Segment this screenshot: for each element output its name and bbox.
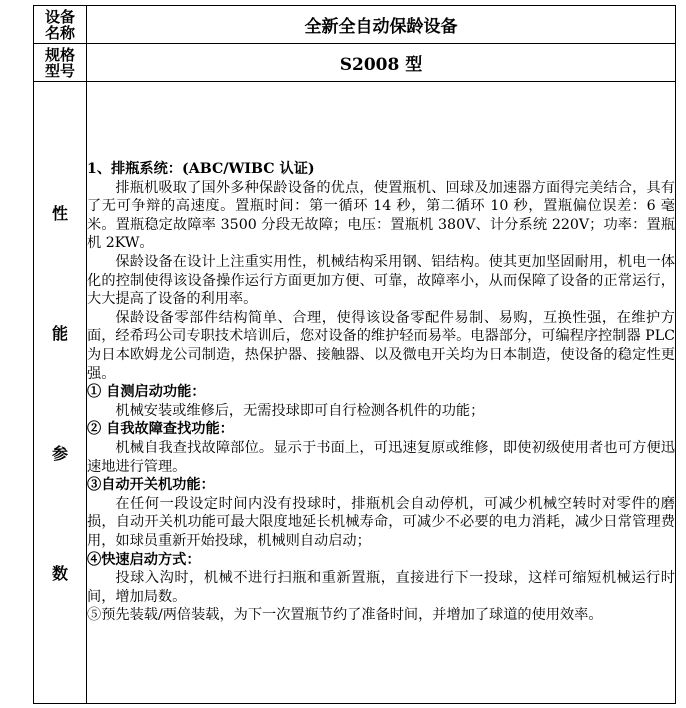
side-char-2: 能 [51, 324, 68, 343]
feature-2-text: 机械自我查找故障部位。显示于书面上，可迅速复原或维修，即使初级使用者也可方便迅速地进行管理。 [87, 439, 675, 475]
performance-label [34, 82, 87, 704]
name-row [34, 6, 676, 44]
feature-1-title: ① 自测启动功能： [87, 384, 206, 401]
side-char-1: 性 [51, 204, 68, 223]
paragraph-2: 保龄设备在设计上注重实用性，机械结构采用钢、铝结构。使其更加坚固耐用，机电一体化的控制使得该设备操作运行方面更加方便、可靠，故障率小，从而保障了设备的正常运行，大大提高了设备的利用率。 [87, 254, 675, 308]
name-label-line1: 设备 [44, 7, 75, 26]
name-value: 全新全自动保龄设备 [87, 6, 676, 44]
model-label-line2: 型号 [44, 61, 75, 80]
feature-1-text: 机械安装或维修后，无需投球即可自行检测各机件的功能； [115, 402, 485, 419]
side-char-3: 参 [51, 444, 68, 463]
paragraph-1: 排瓶机吸取了国外多种保龄设备的优点，使置瓶机、回球及加速器方面得完美结合，具有了无可争辩的高速度。置瓶时间：第一循环 14 秒，第二循环 10 秒，置瓶偏位误差：6 毫米。置瓶稳定故障率 3500 分段无故障；电压：置瓶机 380V、计分系统 220V；功率：置瓶机 2KW。 [87, 179, 675, 252]
model-row [34, 44, 676, 82]
side-char-4: 数 [51, 564, 68, 583]
spec-table [33, 5, 676, 704]
performance-content [87, 82, 676, 704]
feature-3-text: 在任何一段设定时间内没有投球时，排瓶机会自动停机，可减少机械空转时对零件的磨损，自动开关机功能可最大限度地延长机械寿命，可减少不必要的电力消耗，减少日常管理费用，如球员重新开始投球，机械则自动启动； [87, 495, 675, 549]
name-label [34, 6, 87, 44]
name-label-line2: 名称 [44, 23, 75, 42]
section1-title: 1、排瓶系统：(ABC/WIBC 认证) [87, 161, 315, 178]
model-label [34, 44, 87, 82]
feature-4-title: ④快速启动方式： [87, 551, 201, 568]
model-label-line1: 规格 [44, 45, 75, 64]
feature-4-text: 投球入沟时，机械不进行扫瓶和重新置瓶，直接进行下一投球，这样可缩短机械运行时间，增加局数。 [87, 570, 675, 605]
model-value: S2008 型 [87, 44, 676, 82]
feature-2-title: ② 自我故障查找功能： [87, 421, 234, 438]
feature-5-text: ⑤预先装载/两倍装载，为下一次置瓶节约了准备时间，并增加了球道的使用效率。 [87, 607, 603, 624]
paragraph-3: 保龄设备零部件结构简单、合理，使得该设备零配件易制、易购，互换性强，在维护方面，经希玛公司专职技术培训后，您对设备的维护轻而易举。电器部分，可编程序控制器 PLC 为日本欧姆龙公司制造，热保护器、接触器、以及微电开关均为日本制造，使设备的稳定性更强。 [87, 309, 675, 382]
feature-3-title: ③自动开关机功能： [87, 477, 215, 494]
performance-row [34, 82, 676, 704]
